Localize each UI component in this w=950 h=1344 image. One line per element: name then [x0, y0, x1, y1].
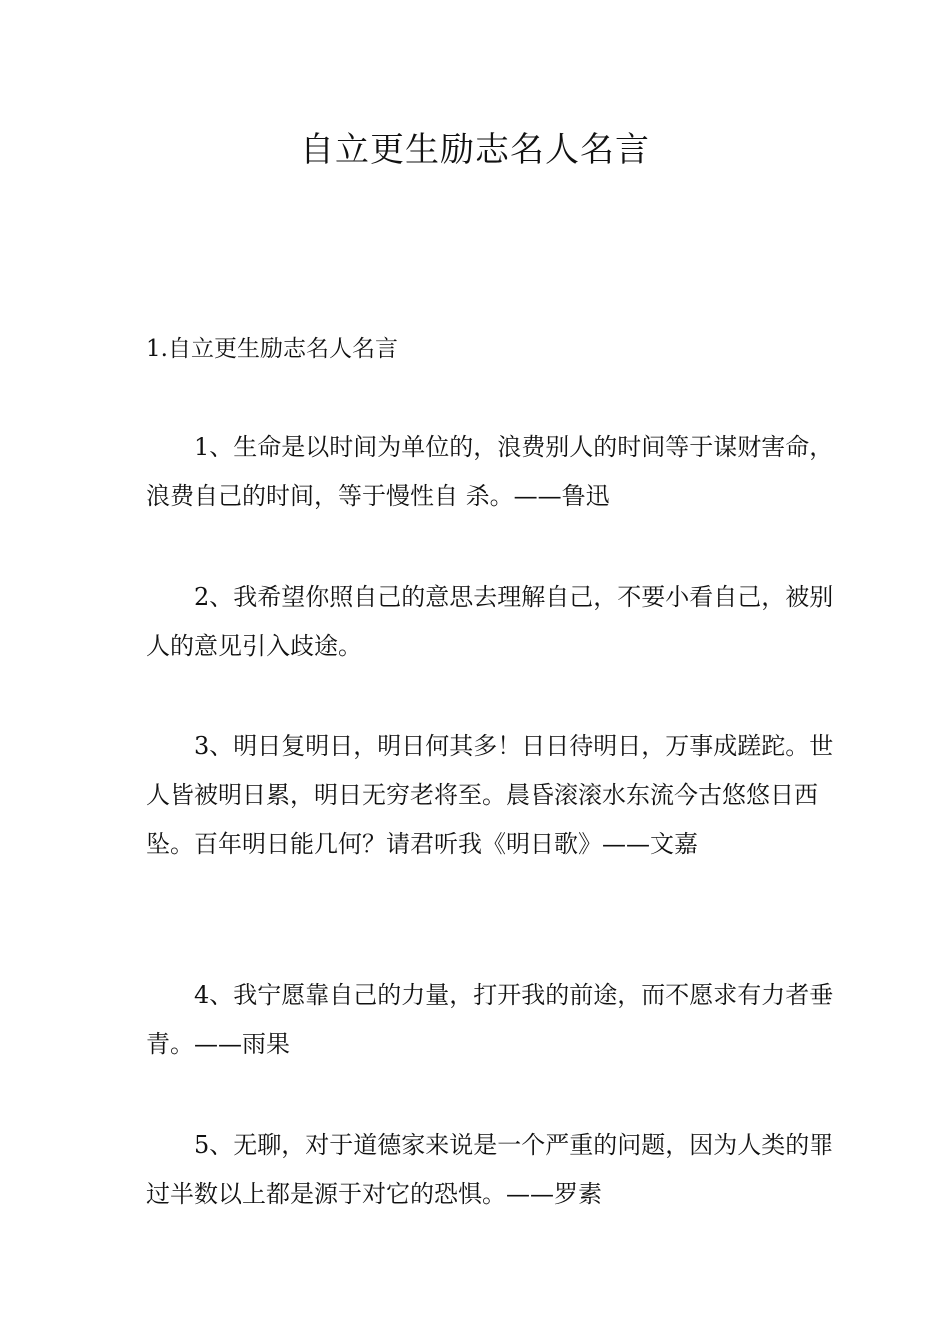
page-title: 自立更生励志名人名言	[300, 130, 650, 170]
section-heading: 1.自立更生励志名人名言	[146, 336, 398, 362]
quote-paragraph-1: 1、生命是以时间为单位的，浪费别人的时间等于谋财害命，浪费自己的时间，等于慢性自 杀。——鲁迅	[146, 433, 834, 510]
quote-paragraph-3: 3、明日复明日，明日何其多！日日待明日，万事成蹉跎。世人皆被明日累，明日无穷老将至。晨昏滚滚水东流今古悠悠日西坠。百年明日能几何？请君听我《明日歌》——文嘉	[146, 732, 834, 858]
quote-paragraph-2: 2、我希望你照自己的意思去理解自己，不要小看自己，被别人的意见引入歧途。	[146, 583, 834, 660]
quote-paragraph-5: 5、无聊，对于道德家来说是一个严重的问题，因为人类的罪过半数以上都是源于对它的恐惧。——罗素	[146, 1131, 834, 1208]
quote-paragraph-4: 4、我宁愿靠自己的力量，打开我的前途，而不愿求有力者垂青。——雨果	[146, 981, 834, 1058]
